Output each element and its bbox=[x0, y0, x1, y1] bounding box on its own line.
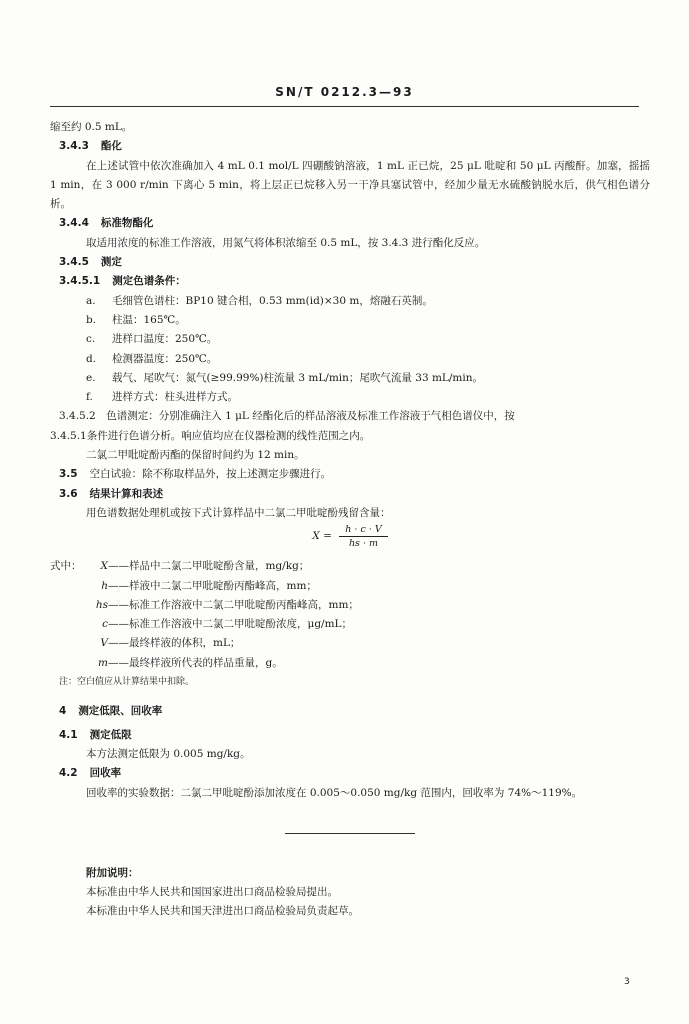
list-item bbox=[50, 369, 650, 388]
legend-lead: 式中： bbox=[50, 560, 82, 573]
standard-code-header: SN/T 0212.3—93 bbox=[275, 85, 414, 99]
paragraph-3-4-5-2-line2: 3.4.5.1条件进行色谱分析。响应值均应在仪器检测的线性范围之内。 bbox=[50, 429, 371, 442]
item-text: 进样口温度：250℃。 bbox=[112, 333, 218, 346]
header-rule bbox=[50, 106, 639, 107]
section-number: 3.5 bbox=[59, 468, 78, 481]
section-title: 测定 bbox=[100, 256, 122, 269]
section-text: 空白试验：除不称取样品外，按上述测定步骤进行。 bbox=[89, 468, 332, 481]
note: 注：空白值应从计算结果中扣除。 bbox=[59, 677, 195, 688]
item-label: d. bbox=[86, 352, 97, 365]
section-number: 3.4.5 bbox=[59, 256, 89, 269]
section-number: 4 bbox=[59, 705, 67, 718]
item-label: e. bbox=[86, 371, 96, 384]
legend-text: ——样品中二氯二甲吡啶酚含量，mg/kg； bbox=[108, 560, 310, 573]
section-3-4-3-heading bbox=[50, 137, 650, 156]
footer-divider bbox=[285, 833, 415, 834]
item-label: c. bbox=[86, 333, 96, 346]
legend-symbol: V bbox=[100, 637, 108, 650]
footer-line: 本标准由中华人民共和国国家进出口商品检验局提出。 bbox=[86, 886, 338, 899]
section-number: 3.4.4 bbox=[59, 217, 89, 230]
section-title: 测定低限 bbox=[89, 728, 132, 741]
footer-title: 附加说明： bbox=[86, 866, 139, 879]
section-3-4-5-heading bbox=[50, 253, 650, 272]
item-text: 进样方式：柱头进样方式。 bbox=[112, 391, 238, 404]
legend-text: ——样液中二氯二甲吡啶酚丙酯峰高，mm； bbox=[108, 579, 317, 592]
legend-text: ——最终样液所代表的样品重量，g。 bbox=[108, 656, 283, 669]
text-line: 缩至约 0.5 mL。 bbox=[50, 121, 133, 133]
section-number: 4.1 bbox=[59, 728, 78, 741]
legend-text: ——最终样液的体积，mL； bbox=[108, 637, 241, 650]
section-3-5 bbox=[50, 465, 650, 484]
list-item bbox=[50, 388, 650, 407]
paragraph-3-4-4: 取适用浓度的标准工作溶液，用氮气将体积浓缩至 0.5 mL，按 3.4.3 进行酯化反应。 bbox=[86, 236, 486, 249]
paragraph-4-2: 回收率的实验数据：二氯二甲吡啶酚添加浓度在 0.005～0.050 mg/kg 范围内，回收率为 74%～119%。 bbox=[86, 786, 583, 799]
legend-text: ——标准工作溶液中二氯二甲吡啶酚浓度，μg/mL； bbox=[108, 618, 353, 631]
section-title: 回收率 bbox=[89, 767, 122, 780]
item-label: a. bbox=[86, 294, 96, 307]
section-title: 结果计算和表述 bbox=[89, 487, 164, 500]
legend-row bbox=[50, 654, 650, 673]
section-4-heading bbox=[50, 702, 650, 721]
list-item bbox=[50, 292, 650, 311]
item-text: 检测器温度：250℃。 bbox=[112, 352, 218, 365]
legend-row bbox=[50, 557, 650, 576]
section-number: 3.4.3 bbox=[59, 140, 89, 153]
document-body bbox=[50, 118, 650, 922]
item-label: b. bbox=[86, 313, 97, 326]
legend-row bbox=[50, 596, 650, 615]
paragraph-3-4-3: 在上述试管中依次准确加入 4 mL 0.1 mol/L 四硼酸钠溶液，1 mL 正已烷，25 μL 吡啶和 50 μL 丙酸酐。加塞，摇摇 1 min，在 3 000 r/min 下离心 5 min，将上层正已烷移入另一干净具塞试管中，经加少量无水硫酸钠脱水后，供气相色谱分析。 bbox=[50, 159, 650, 211]
paragraph-3-6: 用色谱数据处理机或按下式计算样品中二氯二甲吡啶酚残留含量： bbox=[86, 506, 391, 519]
list-item bbox=[50, 311, 650, 330]
section-number: 3.4.5.1 bbox=[59, 275, 101, 288]
formula-lhs: X = bbox=[312, 530, 332, 543]
paragraph-3-4-5-2-line3: 二氯二甲吡啶酚丙酯的保留时间约为 12 min。 bbox=[86, 449, 305, 462]
legend-row bbox=[50, 634, 650, 653]
section-number: 4.2 bbox=[59, 767, 78, 780]
page-number: 3 bbox=[624, 977, 630, 987]
section-3-4-5-1-heading bbox=[50, 272, 650, 291]
list-item bbox=[50, 330, 650, 349]
legend-symbol: h bbox=[101, 579, 108, 592]
legend-symbol: m bbox=[98, 656, 108, 669]
item-text: 毛细管色谱柱：BP10 键合相，0.53 mm(id)×30 m，熔融石英制。 bbox=[112, 294, 433, 307]
section-title: 标准物酯化 bbox=[100, 217, 154, 230]
paragraph-3-4-5-2-line1: 3.4.5.2 色谱测定：分别准确注入 1 μL 经酯化后的样品溶液及标准工作溶液于气相色谱仪中，按 bbox=[59, 410, 515, 423]
formula-numerator: h · c · V bbox=[339, 523, 387, 537]
formula bbox=[50, 523, 650, 557]
section-number: 3.6 bbox=[59, 487, 78, 500]
legend-row bbox=[50, 577, 650, 596]
item-label: f. bbox=[86, 391, 93, 404]
section-4-1-heading bbox=[50, 726, 650, 745]
formula-fraction bbox=[339, 523, 387, 550]
legend-row bbox=[50, 615, 650, 634]
footer-line: 本标准由中华人民共和国天津进出口商品检验局负责起草。 bbox=[86, 905, 359, 918]
spacer bbox=[50, 692, 650, 702]
section-title: 酯化 bbox=[100, 140, 122, 153]
section-4-2-heading bbox=[50, 764, 650, 783]
legend-symbol: c bbox=[102, 618, 108, 631]
legend-symbol: hs bbox=[95, 598, 108, 611]
legend-text: ——标准工作溶液中二氯二甲吡啶酚丙酯峰高，mm； bbox=[108, 598, 359, 611]
section-3-6-heading bbox=[50, 485, 650, 504]
section-title: 测定色谱条件： bbox=[112, 275, 186, 288]
list-item bbox=[50, 350, 650, 369]
paragraph-4-1: 本方法测定低限为 0.005 mg/kg。 bbox=[86, 747, 251, 760]
section-title: 测定低限、回收率 bbox=[78, 705, 163, 718]
item-text: 柱温：165℃。 bbox=[112, 313, 186, 326]
item-text: 载气、尾吹气：氮气(≥99.99%)柱流量 3 mL/min；尾吹气流量 33 mL/min。 bbox=[112, 371, 484, 384]
legend-symbol: X bbox=[100, 560, 108, 573]
section-3-4-4-heading bbox=[50, 214, 650, 233]
formula-denominator: hs · m bbox=[348, 538, 378, 550]
